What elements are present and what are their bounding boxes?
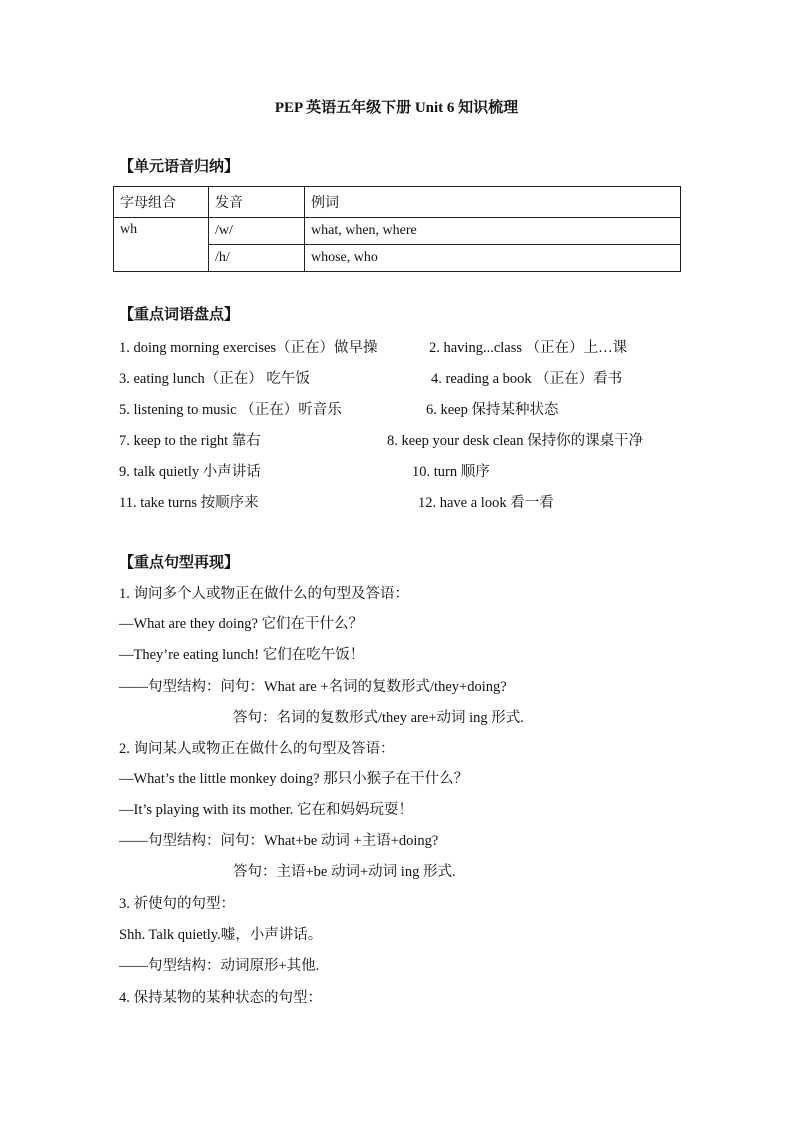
examples-cell: what, when, where xyxy=(305,218,681,245)
word-item: 9. talk quietly 小声讲话 xyxy=(119,464,261,480)
sound-cell: /h/ xyxy=(209,245,305,272)
examples-cell: whose, who xyxy=(305,245,681,272)
word-item: 2. having...class （正在）上…课 xyxy=(429,340,628,356)
sentence-line: 2. 询问某人或物正在做什么的句型及答语： xyxy=(119,741,395,757)
table-row xyxy=(114,218,681,245)
sentence-line: 4. 保持某物的某种状态的句型： xyxy=(119,990,322,1006)
phonics-table xyxy=(113,186,681,272)
sentence-line: Shh. Talk quietly.嘘，小声讲话。 xyxy=(119,927,323,943)
word-item: 5. listening to music （正在）听音乐 xyxy=(119,402,342,418)
word-item: 3. eating lunch（正在） 吃午饭 xyxy=(119,371,310,387)
word-item: 6. keep 保持某种状态 xyxy=(426,402,559,418)
sentence-line: 答句：主语+be 动词+动词 ing 形式. xyxy=(233,864,456,880)
header-cell-letters: 字母组合 xyxy=(114,187,209,218)
word-item: 10. turn 顺序 xyxy=(412,464,490,480)
word-item: 1. doing morning exercises（正在）做早操 xyxy=(119,340,378,356)
section-heading-words: 【重点词语盘点】 xyxy=(119,307,240,323)
sentence-line: —What are they doing? 它们在干什么？ xyxy=(119,616,364,632)
word-item: 7. keep to the right 靠右 xyxy=(119,433,261,449)
word-item: 4. reading a book （正在）看书 xyxy=(431,371,623,387)
sentence-line: —It’s playing with its mother. 它在和妈妈玩耍！ xyxy=(119,802,414,818)
sentence-line: ——句型结构：问句：What+be 动词 +主语+doing? xyxy=(119,833,439,849)
section-heading-phonics: 【单元语音归纳】 xyxy=(119,159,240,175)
sentence-line: 3. 祈使句的句型： xyxy=(119,896,235,912)
sentence-line: —What’s the little monkey doing? 那只小猴子在干什么？ xyxy=(119,771,469,787)
header-cell-sound: 发音 xyxy=(209,187,305,218)
sentence-line: ——句型结构：问句：What are +名词的复数形式/they+doing? xyxy=(119,679,507,695)
sentence-line: 答句：名词的复数形式/they are+动词 ing 形式. xyxy=(233,710,524,726)
section-heading-sentences: 【重点句型再现】 xyxy=(119,555,240,571)
sentence-line: ——句型结构：动词原形+其他. xyxy=(119,958,320,974)
word-item: 11. take turns 按顺序来 xyxy=(119,495,259,511)
table-header-row xyxy=(114,187,681,218)
page-title: PEP 英语五年级下册 Unit 6 知识梳理 xyxy=(274,100,519,116)
word-item: 12. have a look 看一看 xyxy=(418,495,554,511)
sound-cell: /w/ xyxy=(209,218,305,245)
word-item: 8. keep your desk clean 保持你的课桌干净 xyxy=(387,433,644,449)
sentence-line: —They’re eating lunch! 它们在吃午饭！ xyxy=(119,647,365,663)
letter-group-cell: wh xyxy=(114,218,209,272)
sentence-line: 1. 询问多个人或物正在做什么的句型及答语： xyxy=(119,586,409,602)
header-cell-examples: 例词 xyxy=(305,187,681,218)
